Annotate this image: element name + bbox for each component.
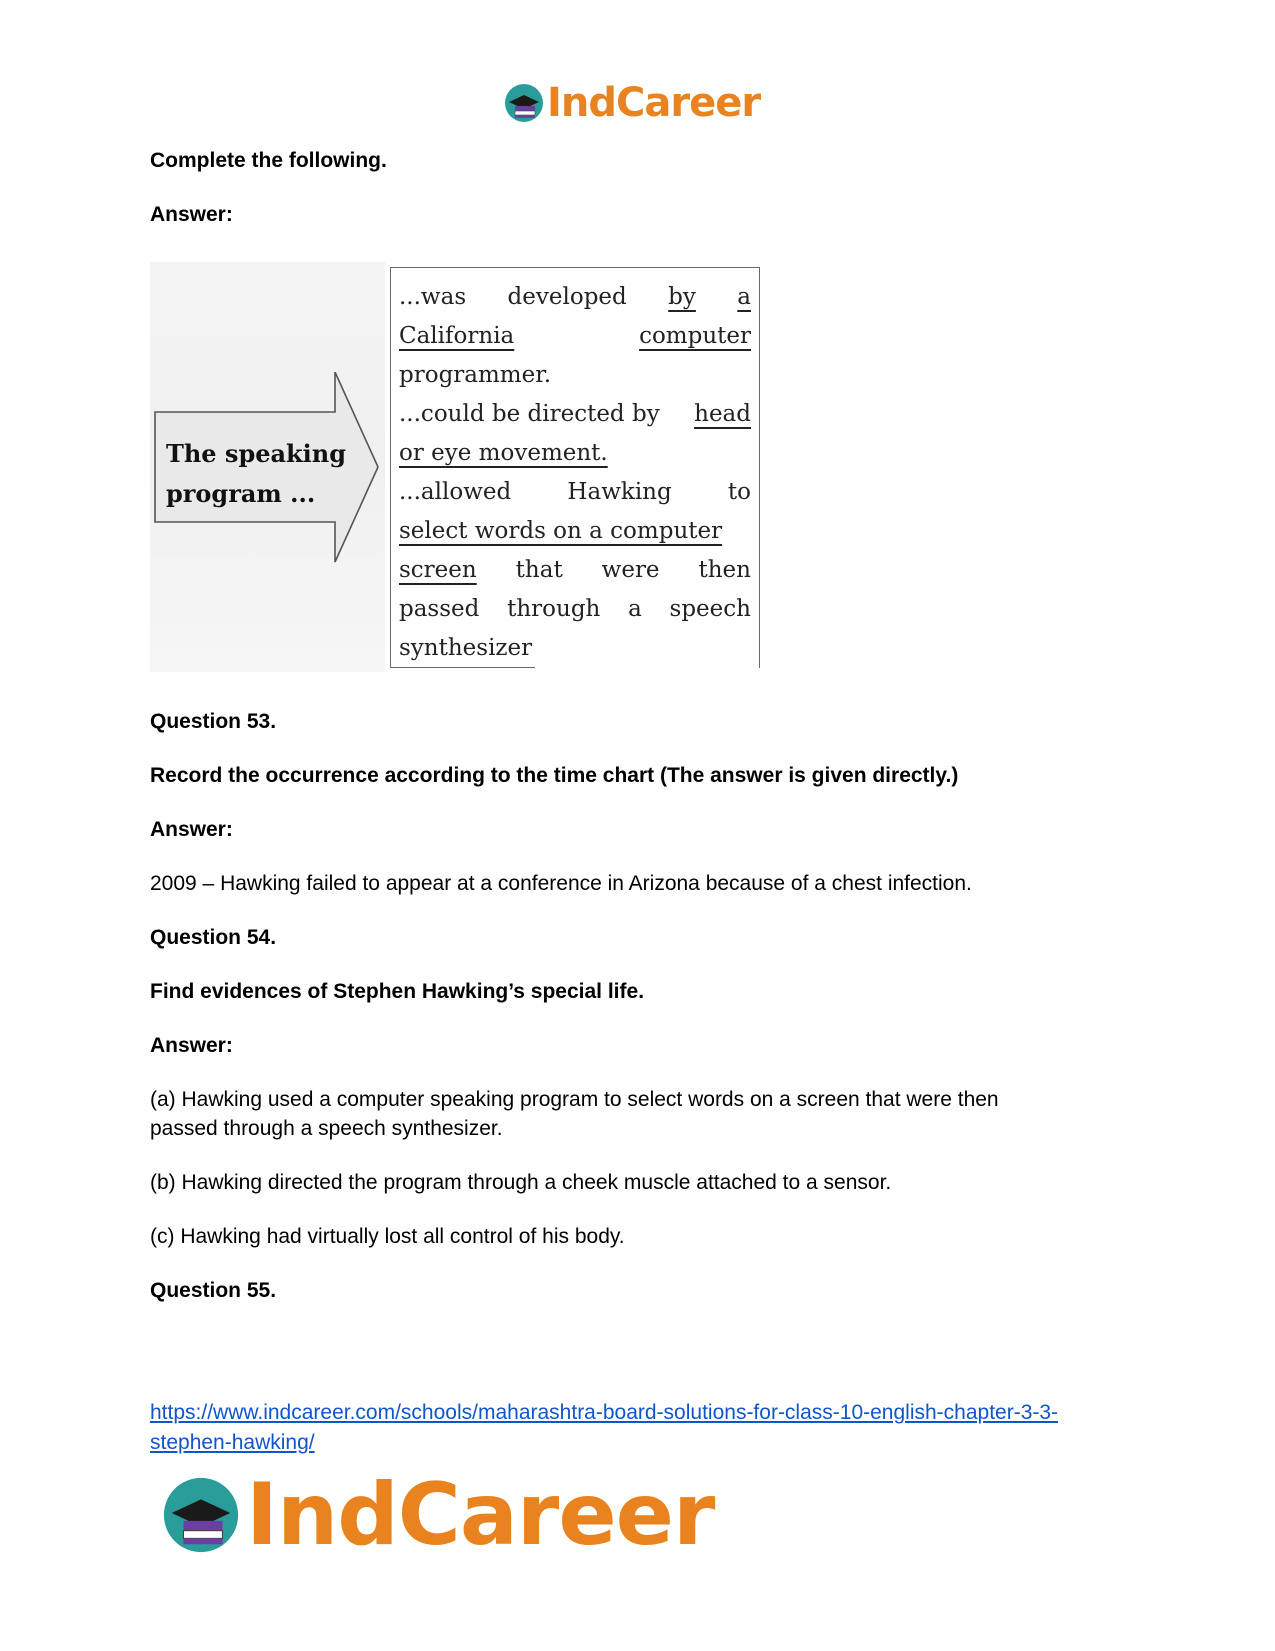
box-line: ...could be directed by head <box>399 401 751 427</box>
section-prompt: Complete the following. <box>150 149 387 172</box>
box-line: programmer. <box>399 362 552 388</box>
box-line: or eye movement. <box>399 440 608 466</box>
question-53-answer: 2009 – Hawking failed to appear at a conference in Arizona because of a chest infection. <box>150 872 972 895</box>
box-line: California computer <box>399 323 751 349</box>
box-line: passed through a speech <box>399 596 751 622</box>
box-line: synthesizer <box>399 635 533 661</box>
question-54-answer-a-line1: (a) Hawking used a computer speaking program to select words on a screen that were then <box>150 1088 999 1111</box>
question-54-answer-label: Answer: <box>150 1034 233 1057</box>
question-53-answer-label: Answer: <box>150 818 233 841</box>
speaking-program-figure <box>150 262 760 672</box>
question-54-title: Question 54. <box>150 926 277 949</box>
box-line: select words on a computer <box>399 518 723 544</box>
arrow-label-line2: program ... <box>166 479 316 508</box>
question-54-answer-a-line2: passed through a speech synthesizer. <box>150 1117 503 1140</box>
logo-text: IndCareer <box>547 80 761 126</box>
source-url-link[interactable]: https://www.indcareer.com/schools/maharashtra-board-solutions-for-class-10-english-chapter-3-3-stephen-hawking/ <box>150 1401 1059 1454</box>
box-bottom-rule <box>390 667 535 668</box>
box-line: ...allowed Hawking to <box>399 479 751 505</box>
question-54-answer-c: (c) Hawking had virtually lost all control of his body. <box>150 1225 625 1248</box>
arrow-label <box>166 434 346 514</box>
box-line: ...was developed by a <box>399 284 751 310</box>
question-53-prompt: Record the occurrence according to the time chart (The answer is given directly.) <box>150 764 959 787</box>
box-line: screen that were then <box>399 557 751 583</box>
question-53-title: Question 53. <box>150 710 277 733</box>
graduation-book-icon <box>160 1474 242 1556</box>
arrow-label-line1: The speaking <box>166 439 347 468</box>
question-54-prompt: Find evidences of Stephen Hawking’s special life. <box>150 980 645 1003</box>
answer-label: Answer: <box>150 203 233 226</box>
logo-text: IndCareer <box>246 1465 715 1565</box>
question-54-answer-b: (b) Hawking directed the program through a cheek muscle attached to a sensor. <box>150 1171 892 1194</box>
indcareer-logo-bottom <box>160 1465 715 1565</box>
question-55-title: Question 55. <box>150 1279 277 1302</box>
graduation-book-icon <box>503 82 545 124</box>
answer-box <box>390 267 760 668</box>
indcareer-logo-top <box>503 78 760 128</box>
